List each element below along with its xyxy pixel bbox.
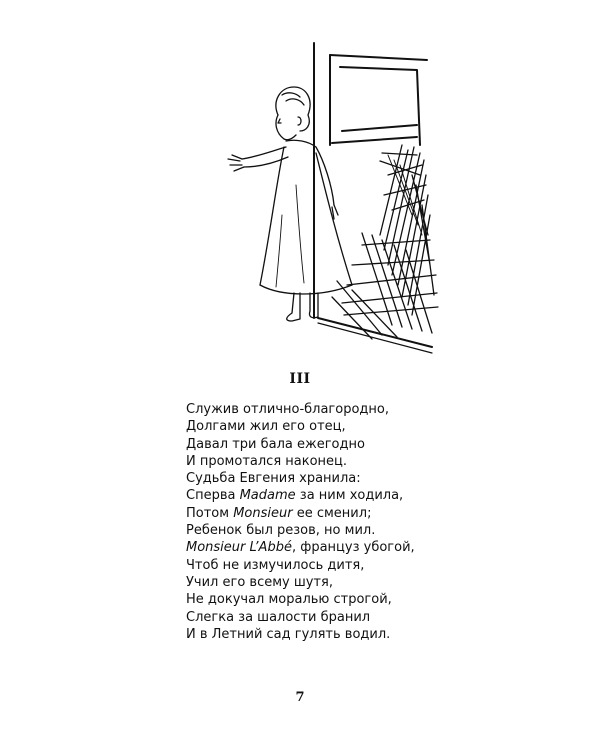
poem-line-italic-text: Monsieur <box>233 505 293 521</box>
poem-line <box>186 626 415 643</box>
poem-line-text: Учил его всему шутя, <box>186 574 333 590</box>
poem-line <box>186 418 415 435</box>
chapter-numeral: III <box>289 371 311 387</box>
poem-line <box>186 436 415 453</box>
poem-line-text: Чтоб не измучилось дитя, <box>186 557 365 573</box>
poem-line-text: Служив отлично-благородно, <box>186 402 389 417</box>
poem-line-italic-text: Monsieur L’Abbé <box>186 540 292 556</box>
poem-line <box>186 574 415 591</box>
poem-line-text: ее сменил; <box>292 505 372 521</box>
poem-line-text: Слегка за шалости бранил <box>186 609 371 625</box>
poem-line <box>186 609 415 626</box>
poem-line-text: И в Летний сад гулять водил. <box>186 626 391 642</box>
poem-stanza <box>186 401 415 643</box>
poem-line <box>186 453 415 470</box>
poem-line-text: Долгами жил его отец, <box>186 419 346 435</box>
poem-line <box>186 505 415 522</box>
poem-line <box>186 591 415 608</box>
poem-line-text: Судьба Евгения хранила: <box>186 471 361 487</box>
poem-line-text: , француз убогой, <box>291 540 415 556</box>
poem-line <box>186 470 415 487</box>
poem-line-italic-text: Madame <box>239 488 296 504</box>
poem-line <box>186 487 415 504</box>
poem-line-text: Давал три бала ежегодно <box>186 436 365 452</box>
poem-line <box>186 401 415 418</box>
poem-line-text: за ним ходила, <box>295 488 404 504</box>
poem-line-text: И промотался наконец. <box>186 453 348 469</box>
poem-line <box>186 522 415 539</box>
poem-line <box>186 539 415 556</box>
poem-line <box>186 557 415 574</box>
poem-line-text: Потом <box>186 505 234 521</box>
poem-line-text: Сперва <box>186 488 240 504</box>
page-number: 7 <box>295 690 305 705</box>
child-figure <box>228 87 352 321</box>
poem-line-text: Не докучал моралью строгой, <box>186 592 392 608</box>
poem-line-text: Ребенок был резов, но мил. <box>186 523 376 539</box>
door-shadow-scribble <box>332 145 438 339</box>
child-doorway-illustration <box>212 35 452 355</box>
